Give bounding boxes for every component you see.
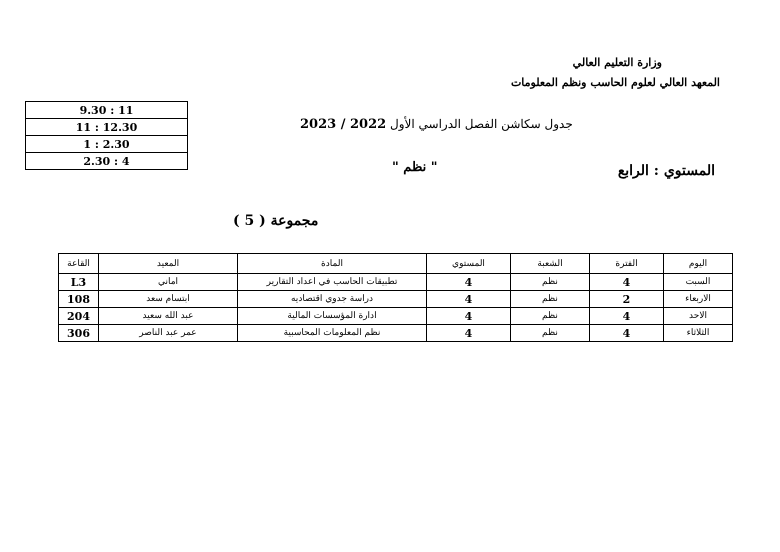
cell-period: 4	[590, 308, 664, 325]
track-label: " نظم "	[392, 160, 438, 175]
academic-year: 2022 / 2023	[300, 117, 387, 132]
cell-division: نظم	[511, 291, 590, 308]
header-day: اليوم	[664, 254, 733, 274]
header-division: الشعبة	[511, 254, 590, 274]
cell-level: 4	[427, 274, 511, 291]
cell-period: 2	[590, 291, 664, 308]
cell-day: الاحد	[664, 308, 733, 325]
cell-assistant: عمر عبد الناصر	[99, 325, 238, 342]
ministry-name: وزارة التعليم العالي	[572, 56, 662, 69]
period-cell: 9.30 : 11	[26, 102, 188, 119]
period-cell: 1 : 2.30	[26, 136, 188, 153]
schedule-title	[300, 117, 573, 132]
table-row	[59, 308, 733, 325]
table-header-row	[59, 254, 733, 274]
level-label: المستوي : الرابع	[617, 163, 715, 179]
institute-name: المعهد العالي لعلوم الحاسب ونظم المعلومات	[510, 76, 720, 89]
header-room: القاعة	[59, 254, 99, 274]
table-row	[59, 291, 733, 308]
cell-division: نظم	[511, 274, 590, 291]
cell-division: نظم	[511, 325, 590, 342]
schedule-title-text: جدول سكاشن الفصل الدراسي الأول	[390, 117, 573, 131]
table-row	[59, 325, 733, 342]
cell-division: نظم	[511, 308, 590, 325]
group-label: مجموعة ( 5 )	[233, 213, 319, 229]
cell-room: L3	[59, 274, 99, 291]
period-row	[26, 102, 188, 119]
cell-day: الاربعاء	[664, 291, 733, 308]
cell-room: 204	[59, 308, 99, 325]
table-row	[59, 274, 733, 291]
period-cell: 2.30 : 4	[26, 153, 188, 170]
header-level: المستوي	[427, 254, 511, 274]
cell-assistant: عبد الله سعيد	[99, 308, 238, 325]
schedule-table	[58, 253, 733, 342]
cell-subject: دراسة جدوي اقتصاديه	[238, 291, 427, 308]
period-row	[26, 119, 188, 136]
cell-room: 108	[59, 291, 99, 308]
cell-level: 4	[427, 325, 511, 342]
cell-assistant: ابتسام سعد	[99, 291, 238, 308]
period-cell: 11 : 12.30	[26, 119, 188, 136]
period-row	[26, 136, 188, 153]
cell-period: 4	[590, 274, 664, 291]
cell-level: 4	[427, 291, 511, 308]
header-assistant: المعيد	[99, 254, 238, 274]
period-row	[26, 153, 188, 170]
cell-period: 4	[590, 325, 664, 342]
header-period: الفترة	[590, 254, 664, 274]
cell-assistant: اماني	[99, 274, 238, 291]
cell-room: 306	[59, 325, 99, 342]
cell-subject: نظم المعلومات المحاسبية	[238, 325, 427, 342]
cell-level: 4	[427, 308, 511, 325]
periods-table	[25, 101, 188, 170]
header-subject: المادة	[238, 254, 427, 274]
cell-subject: تطبيقات الحاسب في اعداد التقارير	[238, 274, 427, 291]
cell-day: الثلاثاء	[664, 325, 733, 342]
cell-subject: ادارة المؤسسات المالية	[238, 308, 427, 325]
cell-day: السبت	[664, 274, 733, 291]
